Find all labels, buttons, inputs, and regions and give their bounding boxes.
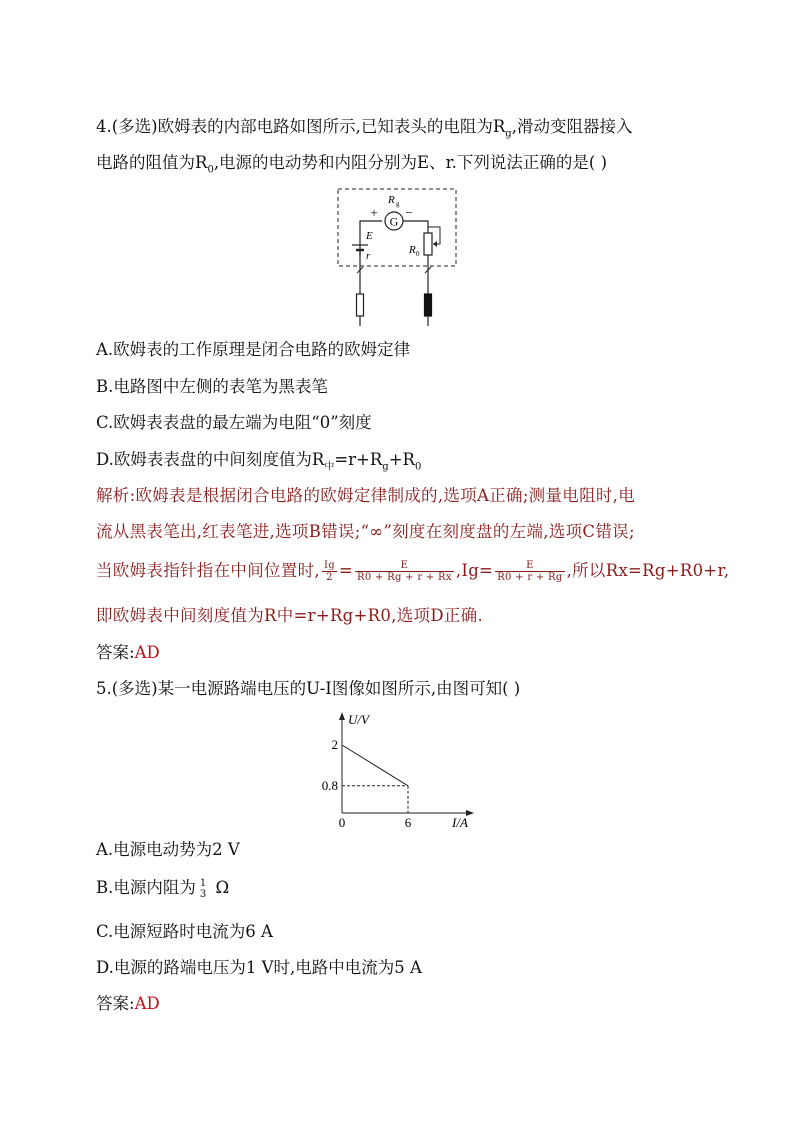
q5-option-a: A.电源电动势为2 V — [96, 840, 240, 859]
q4-option-d-sub2: g — [382, 461, 389, 473]
q5-option-b — [96, 877, 229, 900]
y-tick-label-0-8: 0.8 — [321, 777, 338, 793]
q4-option-b: B.电路图中左侧的表笔为黑表笔 — [96, 377, 328, 396]
y-tick-label-2: 2 — [331, 737, 338, 752]
q4-option-d-mid: =r+R — [334, 450, 383, 469]
q4-option-a: A.欧姆表的工作原理是闭合电路的欧姆定律 — [96, 340, 411, 359]
q4-option-d-mid2: +R — [388, 450, 415, 469]
fraction-e-over-total: $\frac{E}{R0 + Rg + r + Rx}$ — [357, 560, 452, 583]
plus-sign: + — [370, 205, 378, 220]
q4-stem-line1 — [96, 116, 632, 145]
q4-stem-sub1: g — [505, 128, 512, 140]
q4-option-d-sub3: 0 — [414, 461, 422, 473]
u-i-chart — [310, 708, 480, 833]
q5-option-b-tail: Ω — [210, 878, 230, 897]
fraction-one-third: 1 3 — [199, 877, 207, 900]
fraction-e-over-internal: $\frac{E}{R0 + r + Rg}$ — [497, 560, 563, 583]
fraction-ig-over-2: $\frac{Ig}{2}$ — [323, 560, 335, 583]
q5-option-b-head: B.电源内阻为 — [96, 878, 196, 897]
q4-stem-tail2: ,电源的电动势和内阻分别为E、r.下列说法正确的是( ) — [213, 153, 608, 172]
right-probe-icon — [425, 294, 432, 316]
internal-resistance-label: r — [366, 250, 371, 262]
galvanometer-label: G — [389, 214, 399, 229]
q4-stem-tail1: ,滑动变阻器接入 — [511, 117, 633, 136]
q4-stem-sub2: 0 — [207, 164, 214, 176]
q4-explanation-line1: 解析:欧姆表是根据闭合电路的欧姆定律制成的,选项A正确;测量电阻时,电 — [96, 486, 636, 505]
rg-label: R — [388, 194, 395, 206]
q4-explanation-line2: 流从黑表笔出,红表笔进,选项B错误;“∞”刻度在刻度盘的左端,选项C错误; — [96, 522, 635, 541]
q5-answer-value: AD — [134, 994, 160, 1013]
q5-answer — [96, 993, 160, 1015]
q4-option-d-sub1: 中 — [324, 461, 335, 473]
q4-explanation-line3-mid: ,Ig= — [455, 561, 494, 580]
q4-stem-text2: 电路的阻值为R — [96, 153, 208, 172]
x-tick-label-0: 0 — [338, 815, 346, 830]
q4-answer-label: 答案: — [96, 643, 135, 662]
q4-option-d-head: D.欧姆表表盘的中间刻度值为R — [96, 450, 325, 469]
left-probe-icon — [357, 294, 364, 316]
rg-label-sub: g — [396, 200, 400, 208]
q4-answer-value: AD — [134, 643, 160, 662]
ohmmeter-circuit-diagram — [330, 186, 460, 328]
x-tick-label-6: 6 — [404, 815, 412, 830]
q5-option-c: C.电源短路时电流为6 A — [96, 922, 273, 941]
rheostat-icon — [424, 233, 432, 255]
y-axis-label: U/V — [348, 712, 369, 727]
r0-label: R — [409, 244, 416, 256]
q4-answer — [96, 642, 160, 664]
minus-sign: − — [405, 205, 413, 220]
q5-answer-label: 答案: — [96, 994, 135, 1013]
q4-explanation-line3: 当欧姆表指针指在中间位置时, $\frac{Ig}{2}$ = $\frac{E}{R0 + Rg + r + Rx}$ ,Ig= $\frac{E}{R0 + r + Rg}$ ,所以Rx=Rg+R0+r, — [96, 560, 730, 583]
x-axis-label: I/A — [452, 815, 468, 830]
q5-option-d: D.电源的路端电压为1 V时,电路中电流为5 A — [96, 958, 422, 977]
r0-label-sub: 0 — [416, 250, 420, 258]
q4-explanation-line3-head: 当欧姆表指针指在中间位置时, — [96, 561, 320, 580]
q4-explanation-line3-tail: ,所以Rx=Rg+R0+r, — [566, 561, 730, 580]
q4-stem-line2 — [96, 152, 607, 181]
emf-label: E — [366, 230, 373, 242]
q4-explanation-line4: 即欧姆表中间刻度值为R中=r+Rg+R0,选项D正确. — [96, 606, 484, 625]
q4-option-c: C.欧姆表表盘的最左端为电阻“0”刻度 — [96, 413, 372, 432]
q4-stem-text1: 4.(多选)欧姆表的内部电路如图所示,已知表头的电阻为R — [96, 117, 506, 136]
q4-option-d — [96, 449, 421, 478]
series-line — [342, 745, 408, 786]
q5-stem: 5.(多选)某一电源路端电压的U-I图像如图所示,由图可知( ) — [96, 679, 521, 698]
